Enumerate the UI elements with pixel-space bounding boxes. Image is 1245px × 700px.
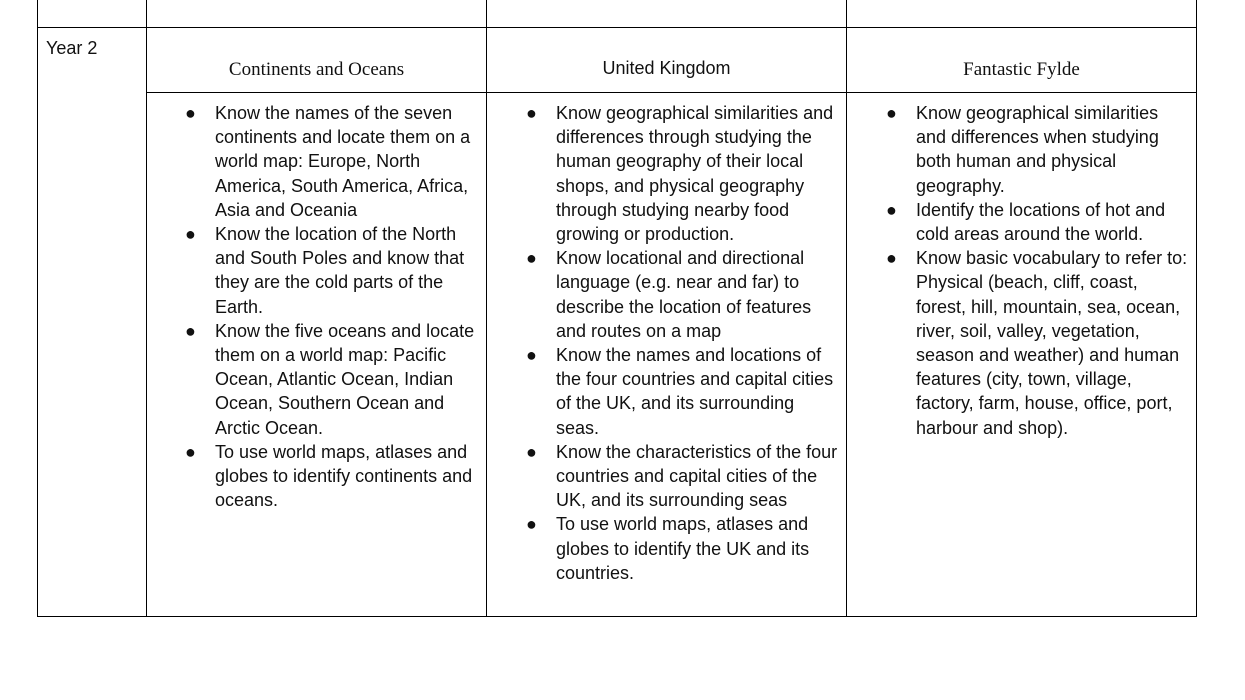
list-item (886, 101, 1190, 198)
bullet-list-fylde (886, 101, 1190, 440)
bullet-icon: ● (185, 224, 196, 245)
bullet-icon: ● (526, 103, 537, 123)
bullet-icon: ● (526, 345, 537, 366)
list-item (185, 101, 481, 222)
column-heading-united-kingdom: United Kingdom (602, 58, 731, 78)
bullet-icon: ● (526, 248, 537, 269)
table-divider-col3 (846, 0, 847, 617)
table-divider-col1 (146, 0, 147, 617)
list-item (526, 512, 842, 585)
column-heading-continents: Continents and Oceans (228, 59, 405, 80)
column-heading-fylde: Fantastic Fylde (963, 59, 1080, 80)
bullet-icon: ● (886, 103, 897, 123)
table-border-left (37, 0, 38, 617)
list-item-text: Identify the locations of hot and cold areas around the world. (916, 199, 1166, 245)
table-divider-heading (146, 92, 1197, 93)
list-item (886, 198, 1190, 246)
bullet-list-continents (185, 101, 481, 512)
bullet-list-united-kingdom (526, 101, 842, 585)
list-item (526, 343, 842, 440)
list-item (886, 246, 1190, 440)
list-item-text: Know the names and locations of the four countries and capital cities of the UK, and its surrounding seas. (556, 345, 834, 438)
bullet-icon: ● (185, 320, 196, 341)
bullet-icon: ● (886, 199, 897, 220)
list-item-text: Know the five oceans and locate them on a world map: Pacific Ocean, Atlantic Ocean, Indian Ocean, Southern Ocean and Arctic Ocean. (215, 320, 475, 438)
list-item (185, 222, 481, 319)
table-border-right (1196, 0, 1197, 617)
list-item (526, 246, 842, 343)
bullet-icon: ● (886, 248, 897, 269)
list-item-text: Know the names of the seven continents and locate them on a world map: Europe, North America, South America, Africa, Asia and Oceania (215, 103, 471, 220)
list-item (526, 440, 842, 513)
list-item-text: Know the location of the North and South Poles and know that they are the cold parts of the Earth. (215, 224, 465, 317)
bullet-icon: ● (526, 441, 537, 462)
list-item-text: To use world maps, atlases and globes to identify the UK and its countries. (556, 514, 810, 583)
bullet-icon: ● (185, 103, 196, 123)
bullet-icon: ● (526, 514, 537, 535)
list-item-text: Know geographical similarities and differences when studying both human and physical geography. (916, 103, 1159, 196)
list-item (526, 101, 842, 246)
list-item-text: Know basic vocabulary to refer to: Physical (beach, cliff, coast, forest, hill, mountain, sea, ocean, river, soil, valley, vegetation, season and weather) and human features (city, town, village, factory, farm, house, office, port, harbour and shop). (916, 248, 1188, 438)
list-item-text: Know the characteristics of the four countries and capital cities of the UK, and its surrounding seas (556, 441, 838, 511)
table-divider-col2 (486, 0, 487, 617)
list-item (185, 440, 481, 513)
table-divider-bottom (37, 616, 1197, 617)
year-label: Year 2 (46, 38, 98, 58)
list-item-text: Know geographical similarities and differences through studying the human geography of their local shops, and physical geography through studying nearby food growing or production. (556, 103, 834, 245)
table-divider-top (37, 27, 1197, 28)
list-item (185, 319, 481, 440)
list-item-text: Know locational and directional language (e.g. near and far) to describe the location of features and routes on a map (556, 248, 812, 341)
bullet-icon: ● (185, 441, 196, 462)
list-item-text: To use world maps, atlases and globes to identify continents and oceans. (215, 441, 473, 511)
